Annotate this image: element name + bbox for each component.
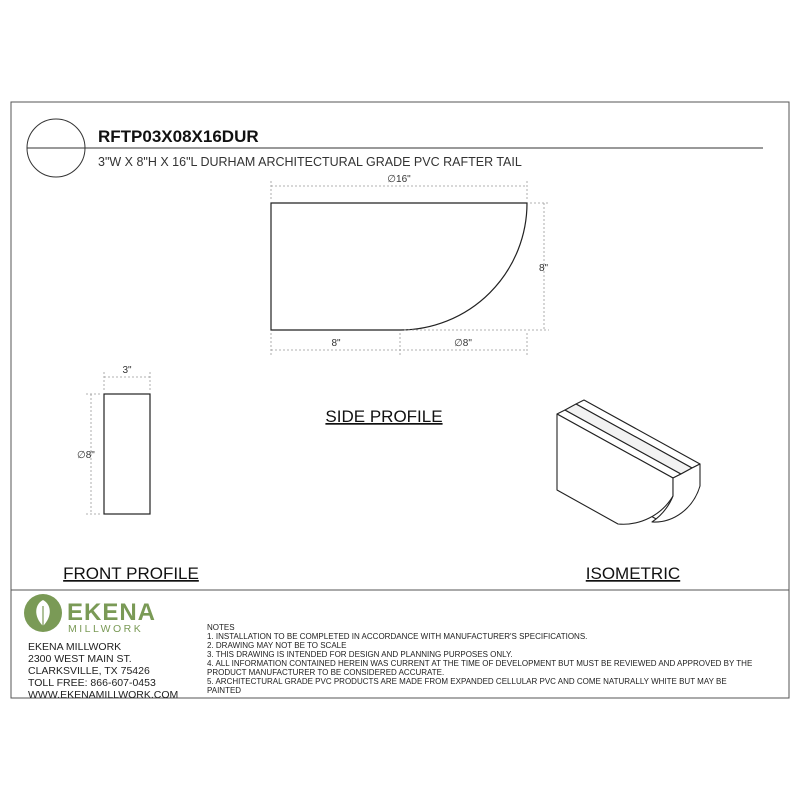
company-name: EKENA MILLWORK xyxy=(28,641,122,653)
part-number: RFTP03X08X16DUR xyxy=(98,127,259,146)
note-line: 2. DRAWING MAY NOT BE TO SCALE xyxy=(207,641,347,650)
ekena-logo xyxy=(24,594,156,635)
notes-heading: NOTES xyxy=(207,623,235,632)
front-profile-outline xyxy=(104,394,150,514)
side-dim-length: ∅16" xyxy=(387,174,411,185)
logo-sub: MILLWORK xyxy=(68,623,144,635)
company-address1: 2300 WEST MAIN ST. xyxy=(28,653,132,665)
side-dim-radius: ∅8" xyxy=(454,338,472,349)
note-line: 3. THIS DRAWING IS INTENDED FOR DESIGN AND PLANNING PURPOSES ONLY. xyxy=(207,650,513,659)
company-info xyxy=(28,641,178,701)
company-phone: TOLL FREE: 866-607-0453 xyxy=(28,677,156,689)
front-profile-view xyxy=(77,365,150,514)
side-profile-outline xyxy=(271,203,527,330)
isometric-view xyxy=(557,400,700,524)
note-line: 5. ARCHITECTURAL GRADE PVC PRODUCTS ARE MADE FROM EXPANDED CELLULAR PVC AND COME NATURALLY WHITE BUT MAY BE xyxy=(207,677,727,686)
logo-word: EKENA xyxy=(67,599,157,626)
side-dim-flat: 8" xyxy=(331,338,341,349)
company-address2: CLARKSVILLE, TX 75426 xyxy=(28,665,150,677)
note-line: PAINTED xyxy=(207,686,242,695)
note-line: PRODUCT MANUFACTURER TO BE CONSIDERED ACCURATE. xyxy=(207,668,445,677)
side-dim-height: 8" xyxy=(539,263,549,274)
company-web: WWW.EKENAMILLWORK.COM xyxy=(28,689,179,701)
side-profile-label: SIDE PROFILE xyxy=(325,407,443,426)
front-profile-label: FRONT PROFILE xyxy=(63,564,199,583)
notes-block xyxy=(207,623,752,695)
note-line: 4. ALL INFORMATION CONTAINED HEREIN WAS CURRENT AT THE TIME OF DEVELOPMENT BUT MUST BE REVIEWED AND APPROVED BY THE xyxy=(207,659,753,668)
isometric-label: ISOMETRIC xyxy=(585,564,681,583)
front-dim-width: 3" xyxy=(122,365,132,376)
front-dim-height: ∅8" xyxy=(77,450,95,461)
note-line: 1. INSTALLATION TO BE COMPLETED IN ACCORDANCE WITH MANUFACTURER'S SPECIFICATIONS. xyxy=(207,632,588,641)
side-profile-view xyxy=(271,174,549,355)
product-description: 3"W X 8"H X 16"L DURHAM ARCHITECTURAL GRADE PVC RAFTER TAIL xyxy=(98,155,522,169)
